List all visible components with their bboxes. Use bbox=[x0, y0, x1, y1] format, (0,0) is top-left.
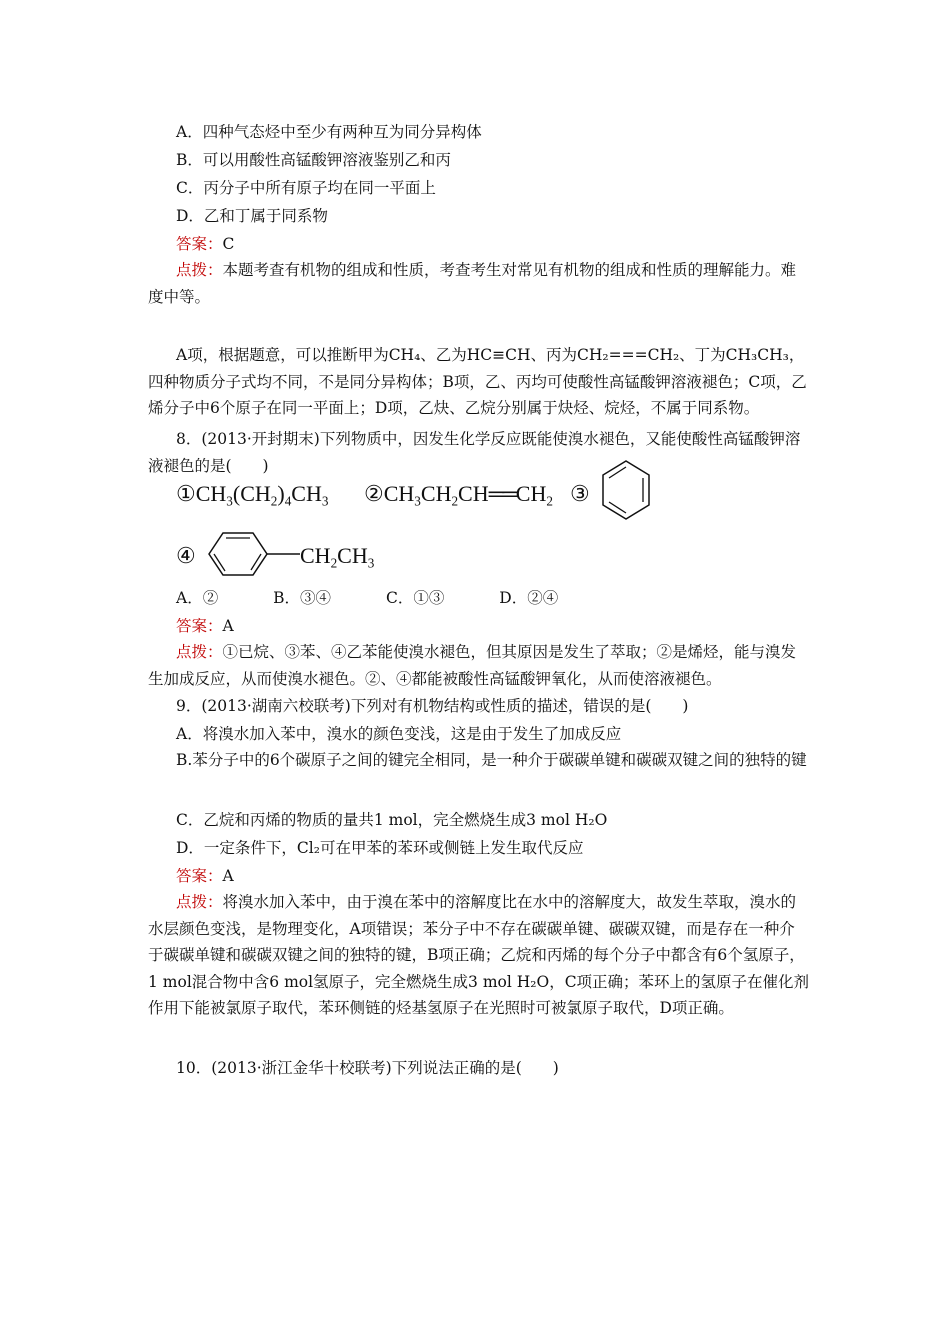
choice-b: B．③④ bbox=[273, 589, 332, 607]
choice-d: D．②④ bbox=[499, 589, 559, 607]
q9-option-c: C．乙烷和丙烯的物质的量共1 mol，完全燃烧生成3 mol H₂O bbox=[176, 811, 608, 829]
q9-option-a: A．将溴水加入苯中，溴水的颜色变浅，这是由于发生了加成反应 bbox=[176, 725, 622, 743]
q8-tip bbox=[148, 639, 810, 692]
q9-option-d: D．一定条件下，Cl₂可在甲苯的苯环或侧链上发生取代反应 bbox=[176, 839, 584, 857]
q7-option-a: A．四种气态烃中至少有两种互为同分异构体 bbox=[176, 123, 482, 141]
structure-number: ① bbox=[176, 481, 196, 506]
tip-text: 将溴水加入苯中，由于溴在苯中的溶解度比在水中的溶解度大，故发生萃取，溴水的水层颜色变浅，是物理变化，A项错误；苯分子中不存在碳碳单键、碳碳双键，而是存在一种介于碳碳单键和碳碳双键之间的独特的键，B项正确；乙烷和丙烯的每个分子中都含有6个氢原子，1 mol混合物中含6 mol氢原子，完全燃烧生成3 mol H₂O，C项正确；苯环上的氢原子在催化剂作用下能被氯原子取代，苯环侧链的烃基氢原子在光照时可被氯原子取代，D项正确。 bbox=[148, 893, 810, 1018]
tip-text: ①已烷、③苯、④乙苯能使溴水褪色，但其原因是发生了萃取；②是烯烃，能与溴发生加成反应，从而使溴水褪色。②、④都能被酸性高锰酸钾氧化，从而使溶液褪色。 bbox=[148, 643, 797, 688]
q7-option-d: D．乙和丁属于同系物 bbox=[176, 207, 328, 225]
choice-a: A．② bbox=[176, 589, 219, 607]
structure-butene: $②CH_3CH_2CH══CH_2$ bbox=[364, 481, 553, 509]
choice-c: C．①③ bbox=[385, 589, 445, 607]
tip-label: 点拨： bbox=[176, 893, 223, 911]
q8-stem: 8．(2013·开封期末)下列物质中，因发生化学反应既能使溴水褪色，又能使酸性高锰酸钾溶液褪色的是( ) bbox=[148, 430, 801, 475]
q7-option-b: B．可以用酸性高锰酸钾溶液鉴别乙和丙 bbox=[176, 151, 451, 169]
tip-text: 本题考查有机物的组成和性质，考查考生对常见有机物的组成和性质的理解能力。难度中等。 bbox=[148, 261, 797, 306]
q9-stem: 9．(2013·湖南六校联考)下列对有机物结构或性质的描述，错误的是( ) bbox=[176, 697, 689, 715]
answer-label: 答案： bbox=[176, 235, 223, 253]
q7-analysis: A项，根据题意，可以推断甲为CH₄、乙为HC≡CH、丙为CH₂===CH₂、丁为CH₃CH₃，四种物质分子式均不同，不是同分异构体；B项，乙、丙均可使酸性高锰酸钾溶液褪色；C项，乙烯分子中6个原子在同一平面上；D项，乙炔、乙烷分别属于炔烃、烷烃，不属于同系物。 bbox=[148, 346, 807, 418]
q7-tip bbox=[148, 257, 810, 310]
benzene-ring-icon bbox=[600, 458, 652, 524]
q8-choices bbox=[176, 588, 608, 608]
q8-answer bbox=[176, 616, 234, 636]
q9-answer bbox=[176, 866, 234, 886]
answer-value: C bbox=[222, 235, 235, 253]
q9-tip bbox=[148, 889, 810, 1022]
ethylbenzene-ring-icon bbox=[206, 530, 302, 578]
tip-label: 点拨： bbox=[176, 261, 223, 279]
answer-value: A bbox=[222, 867, 234, 885]
structure-hexane: $①CH_3(CH_2)_4CH_3$ bbox=[176, 481, 329, 509]
answer-value: A bbox=[222, 617, 234, 635]
q9-option-b: B.苯分子中的6个碳原子之间的键完全相同，是一种介于碳碳单键和碳碳双键之间的独特的键 bbox=[176, 751, 807, 769]
structure-ethylbenzene-number: ④ bbox=[176, 543, 196, 568]
q7-option-c: C．丙分子中所有原子均在同一平面上 bbox=[176, 179, 436, 197]
answer-label: 答案： bbox=[176, 867, 223, 885]
structure-number: ② bbox=[364, 481, 384, 506]
structure-benzene-number: ③ bbox=[570, 481, 590, 506]
ethyl-group: $CH_2CH_3$ bbox=[300, 543, 375, 571]
q7-answer bbox=[176, 234, 234, 254]
answer-label: 答案： bbox=[176, 617, 223, 635]
q10-stem: 10．(2013·浙江金华十校联考)下列说法正确的是( ) bbox=[176, 1059, 559, 1077]
tip-label: 点拨： bbox=[176, 643, 223, 661]
